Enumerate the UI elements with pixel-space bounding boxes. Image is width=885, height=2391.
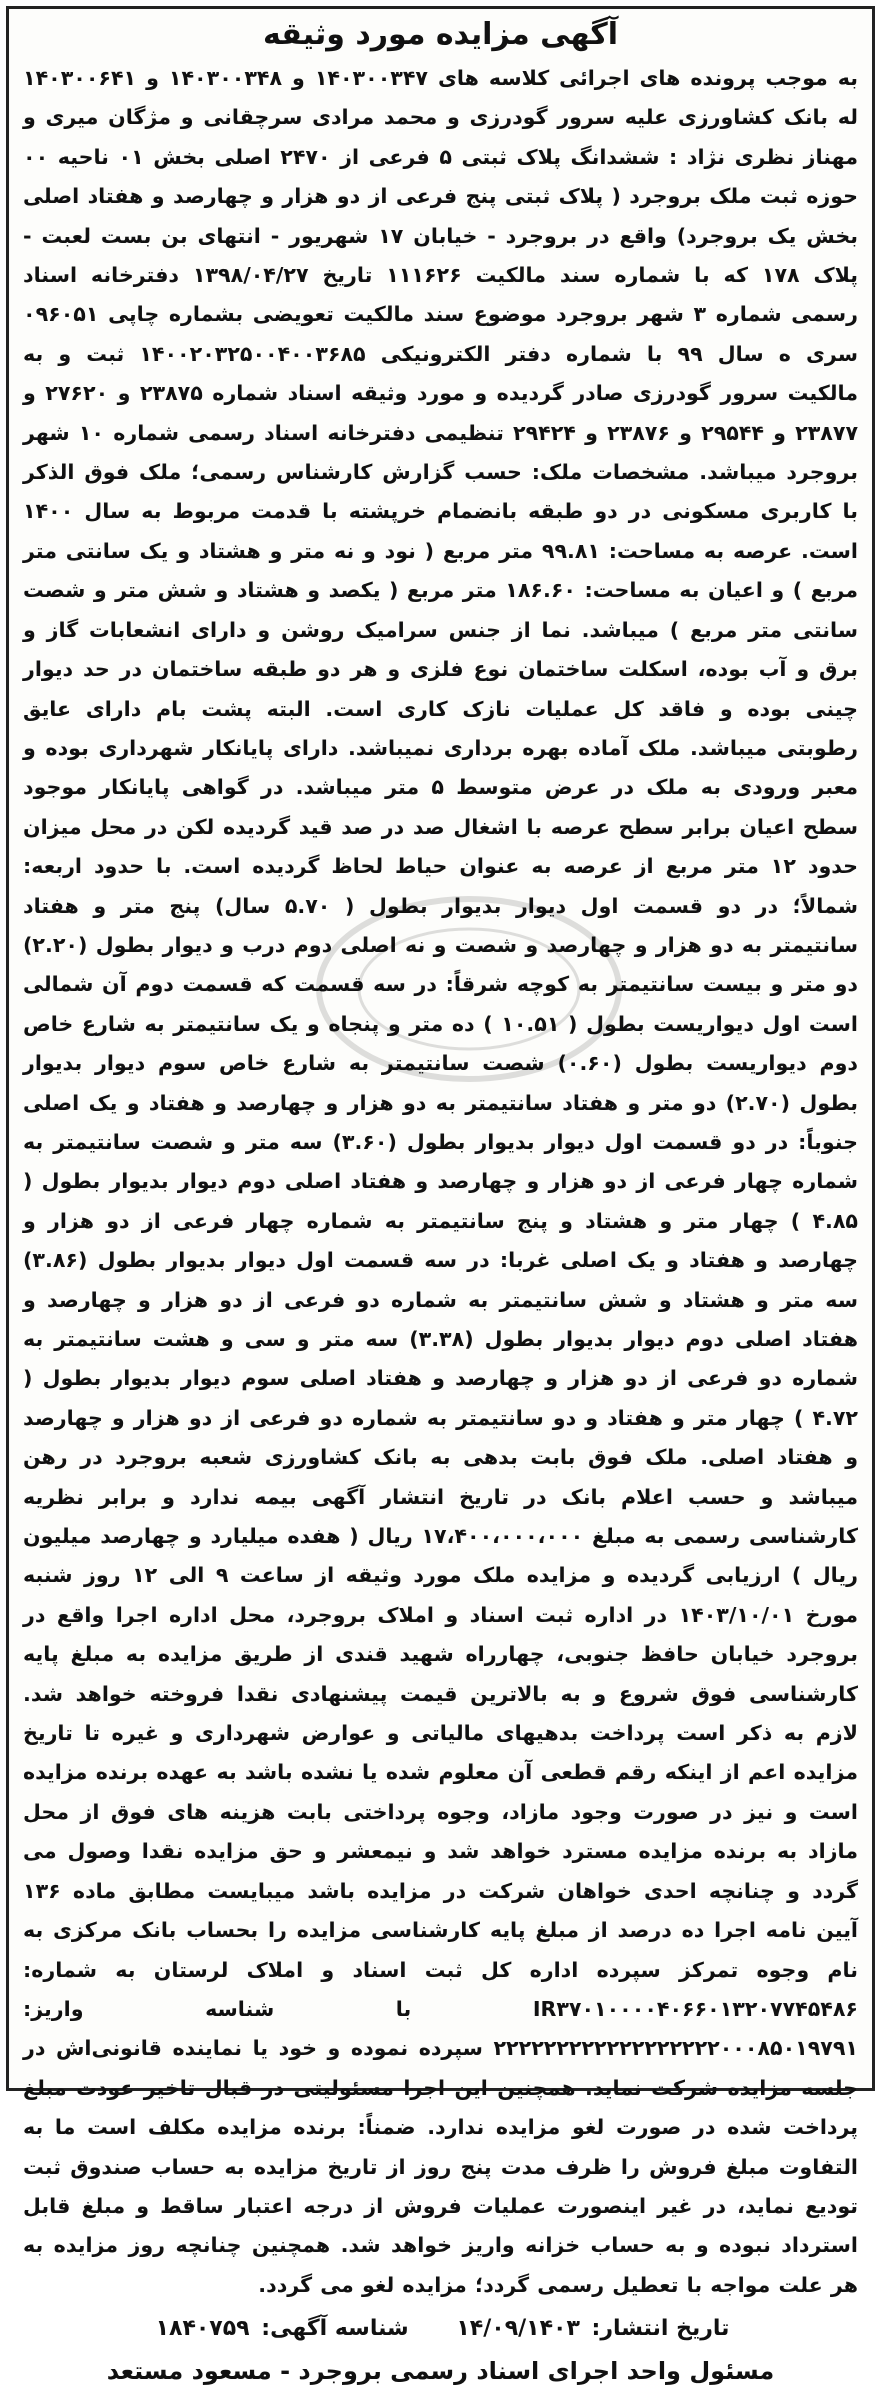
- publish-date-group: [452, 2311, 729, 2347]
- publish-date-label: تاریخ انتشار:: [591, 2316, 730, 2342]
- ad-id: ۱۸۴۰۷۵۹: [155, 2316, 250, 2342]
- ad-id-group: [152, 2311, 409, 2347]
- publish-date: ۱۴/۰۹/۱۴۰۳: [456, 2316, 580, 2342]
- notice-frame: [6, 6, 875, 2386]
- notice-meta: [9, 2311, 872, 2347]
- notice-title: آگهی مزایده مورد وثیقه: [262, 17, 619, 52]
- notice-signature: مسئول واحد اجرای اسناد رسمی بروجرد - مسعود مستعد: [106, 2357, 775, 2386]
- notice-body: به موجب پرونده های اجرائی کلاسه های ۱۴۰۳۰۰۳۴۷ و ۱۴۰۳۰۰۳۴۸ و ۱۴۰۳۰۰۶۴۱ له بانک کشاورزی علیه سرور گودرزی و محمد مرادی سرچقانی و مژگان میری و مهناز نظری نژاد : ششدانگ پلاک ثبتی ۵ فرعی از ۲۴۷۰ اصلی بخش ۰۱ ناحیه ۰۰ حوزه ثبت ملک بروجرد ( پلاک ثبتی پنج فرعی از دو هزار و چهارصد و هفتاد اصلی بخش یک بروجرد) واقع در بروجرد - خیابان ۱۷ شهریور - انتهای بن بست لعبت - پلاک ۱۷۸ که با شماره سند مالکیت ۱۱۱۶۲۶ تاریخ ۱۳۹۸/۰۴/۲۷ دفترخانه اسناد رسمی شماره ۳ شهر بروجرد موضوع سند مالکیت تعویضی بشماره چاپی ۰۹۶۰۵۱ سری ه سال ۹۹ با شماره دفتر الکترونیکی ۱۴۰۰۲۰۳۲۵۰۰۴۰۰۳۶۸۵ ثبت و به مالکیت سرور گودرزی صادر گردیده و مورد وثیقه اسناد شماره ۲۳۸۷۵ و ۲۷۶۲۰ و ۲۳۸۷۷ و ۲۹۵۴۴ و ۲۳۸۷۶ و ۲۹۴۲۴ تنظیمی دفترخانه اسناد رسمی شماره ۱۰ شهر بروجرد میباشد. مشخصات ملک: حسب گزارش کارشناس رسمی؛ ملک فوق الذکر با کاربری مسکونی در دو طبقه بانضمام خرپشته با قدمت مربوط به سال ۱۴۰۰ است. عرصه به مساحت: ۹۹.۸۱ متر مربع ( نود و نه متر و هشتاد و یک سانتی متر مربع ) و اعیان به مساحت: ۱۸۶.۶۰ متر مربع ( یکصد و هشتاد و شش متر و شصت سانتی متر مربع ) میباشد. نما از جنس سرامیک روشن و دارای انشعابات گاز و برق و آب بوده، اسکلت ساختمان نوع فلزی و هر دو طبقه ساختمان در حد دیوار چینی بوده و فاقد کل عملیات نازک کاری است. البته پشت بام دارای عایق رطوبتی میباشد. ملک آماده بهره برداری نمیباشد. دارای پایانکار شهرداری بوده و معبر ورودی به ملک در عرض متوسط ۵ متر میباشد. در گواهی پایانکار موجود سطح اعیان برابر سطح عرصه با اشغال صد در صد قید گردیده لکن در محل میزان حدود ۱۲ متر مربع از عرصه به عنوان حیاط لحاظ گردیده است. با حدود اربعه: شمالاً؛ در دو قسمت اول دیوار بدیوار بطول ( ۵.۷۰ سال) پنج متر و هفتاد سانتیمتر به دو هزار و چهارصد و شصت و نه اصلی دوم درب و دیوار بطول (۲.۲۰) دو متر و بیست سانتیمتر به کوچه شرقاً: در سه قسمت که قسمت دوم آن شمالی است اول دیواریست بطول ( ۱۰.۵۱ ) ده متر و پنجاه و یک سانتیمتر به شارع خاص دوم دیواریست بطول (۰.۶۰) شصت سانتیمتر به شارع خاص سوم دیوار بدیوار بطول (۲.۷۰) دو متر و هفتاد سانتیمتر به دو هزار و چهارصد و هفتاد و یک اصلی جنوباً: در دو قسمت اول دیوار بدیوار بطول (۳.۶۰) سه متر و شصت سانتیمتر به شماره چهار فرعی از دو هزار و چهارصد و هفتاد اصلی دوم دیوار بدیوار بطول ( ۴.۸۵ ) چهار متر و هشتاد و پنج سانتیمتر به شماره چهار فرعی از دو هزار و چهارصد و هفتاد و یک اصلی غربا: در سه قسمت اول دیوار بدیوار بطول (۳.۸۶) سه متر و هشتاد و شش سانتیمتر به شماره دو فرعی از دو هزار و چهارصد و هفتاد اصلی دوم دیوار بدیوار بطول (۳.۳۸) سه متر و سی و هشت سانتیمتر به شماره دو فرعی از دو هزار و چهارصد و هفتاد اصلی سوم دیوار بدیوار بطول ( ۴.۷۲ ) چهار متر و هفتاد و دو سانتیمتر به شماره دو فرعی از دو هزار و چهارصد و هفتاد اصلی. ملک فوق بابت بدهی به بانک کشاورزی شعبه بروجرد در رهن میباشد و حسب اعلام بانک در تاریخ انتشار آگهی بیمه ندارد و برابر نظریه کارشناسی رسمی به مبلغ ۱۷،۴۰۰،۰۰۰،۰۰۰ ریال ( هفده میلیارد و چهارصد میلیون ریال ) ارزیابی گردیده و مزایده ملک مورد وثیقه از ساعت ۹ الی ۱۲ روز شنبه مورخ ۱۴۰۳/۱۰/۰۱ در اداره ثبت اسناد و املاک بروجرد، محل اداره اجرا واقع در بروجرد خیابان حافظ جنوبی، چهارراه شهید قندی از طریق مزایده به مبلغ پایه کارشناسی فوق شروع و به بالاترین قیمت پیشنهادی نقدا فروخته خواهد شد. لازم به ذکر است پرداخت بدهیهای مالیاتی و عوارض شهرداری و غیره تا تاریخ مزایده اعم از اینکه رقم قطعی آن معلوم شده یا نشده باشد به عهده برنده مزایده است و نیز در صورت وجود مازاد، وجوه پرداختی بابت هزینه های فوق از محل مازاد به برنده مزایده مسترد خواهد شد و نیمعشر و حق مزایده نقدا وصول می گردد و چنانچه احدی خواهان شرکت در مزایده باشد میبایست مطابق ماده ۱۳۶ آیین نامه اجرا ده درصد از مبلغ پایه کارشناسی مزایده را بحساب بانک مرکزی به نام وجوه تمرکز سپرده اداره کل ثبت اسناد و املاک لرستان به شماره: IR۳۷۰۱۰۰۰۰۴۰۶۶۰۱۳۲۰۷۷۴۵۴۸۶ با شناسه واریز: ۲۲۲۲۲۲۲۲۲۲۲۲۲۲۲۲۲۲۰۰۰۸۵۰۱۹۷۹۱ سپرده نموده و خود یا نماینده قانونی‌اش در جلسه مزایده شرکت نماید. همچنین این اجرا مسئولیتی در قبال تاخیر عودت مبلغ پرداخت شده در صورت لغو مزایده ندارد. ضمناً: برنده مزایده مکلف است ما به التفاوت مبلغ فروش را ظرف مدت پنج روز از تاریخ مزایده به حساب صندوق ثبت تودیع نماید، در غیر اینصورت عملیات فروش از درجه اعتبار ساقط و مبلغ قابل استرداد نبوده و به حساب خزانه واریز خواهد شد. همچنین چنانچه روز مزایده به هر علت مواجه با تعطیل رسمی گردد؛ مزایده لغو می گردد.: [23, 66, 859, 2297]
- ad-id-label: شناسه آگهی:: [261, 2316, 409, 2342]
